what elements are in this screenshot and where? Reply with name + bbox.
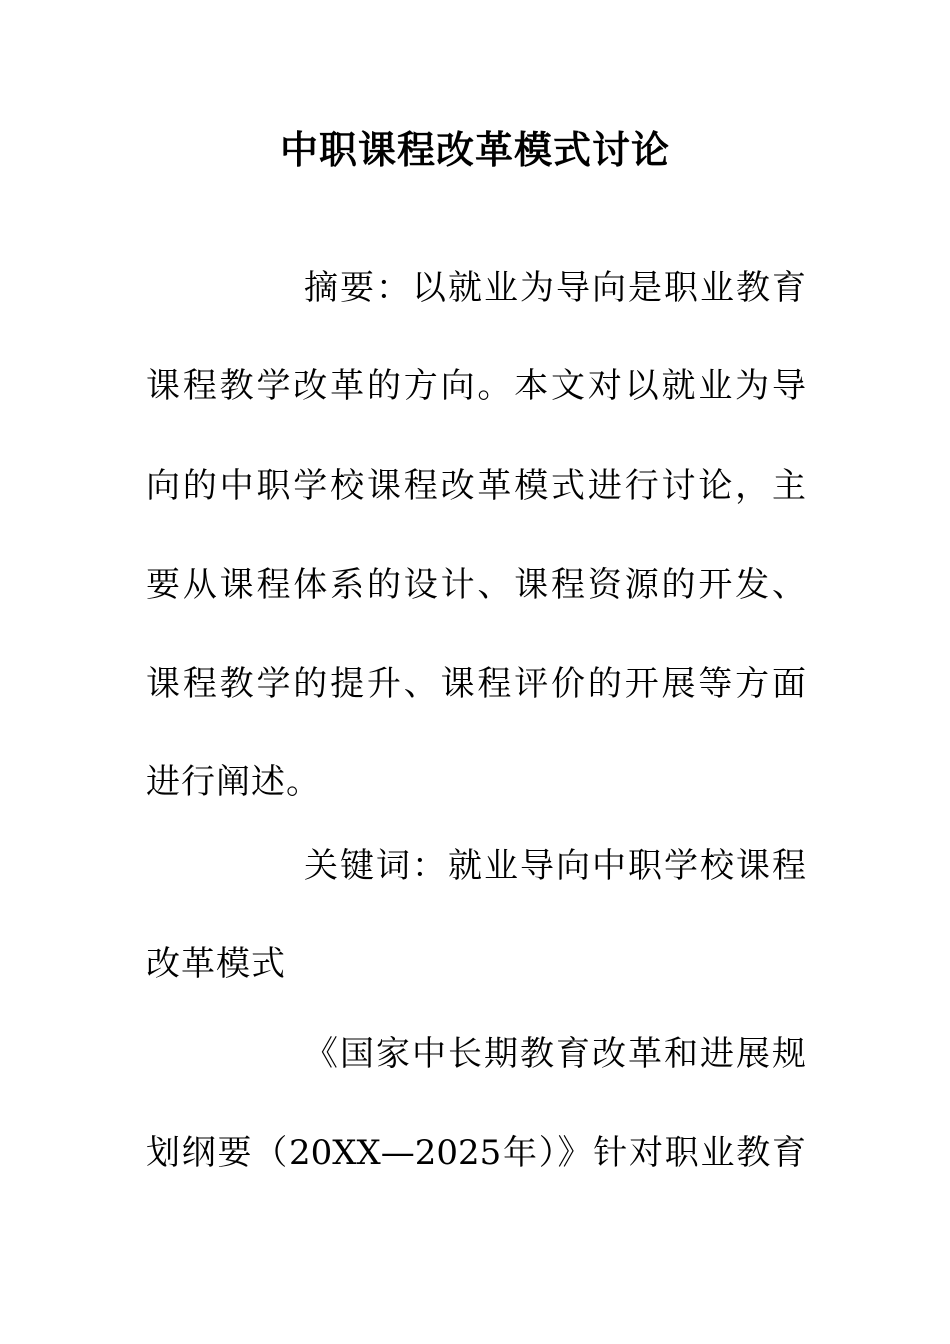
keywords-line-2: 改革模式	[146, 944, 286, 984]
abstract-line-4: 要从课程体系的设计、课程资源的开发、	[146, 565, 806, 605]
abstract-line-1: 摘要：以就业为导向是职业教育	[304, 268, 806, 308]
document-title: 中职课程改革模式讨论	[279, 127, 670, 172]
keywords-line-1: 关键词：就业导向中职学校课程	[304, 846, 806, 886]
abstract-line-5: 课程教学的提升、课程评价的开展等方面	[146, 664, 806, 704]
abstract-line-6: 进行阐述。	[146, 762, 321, 802]
abstract-line-2: 课程教学改革的方向。本文对以就业为导	[146, 366, 806, 406]
abstract-line-3: 向的中职学校课程改革模式进行讨论，主	[146, 466, 806, 506]
body-line-2: 划纲要（20XX—2025年）》针对职业教育	[146, 1133, 806, 1173]
body-line-1: 《国家中长期教育改革和进展规	[304, 1034, 806, 1074]
